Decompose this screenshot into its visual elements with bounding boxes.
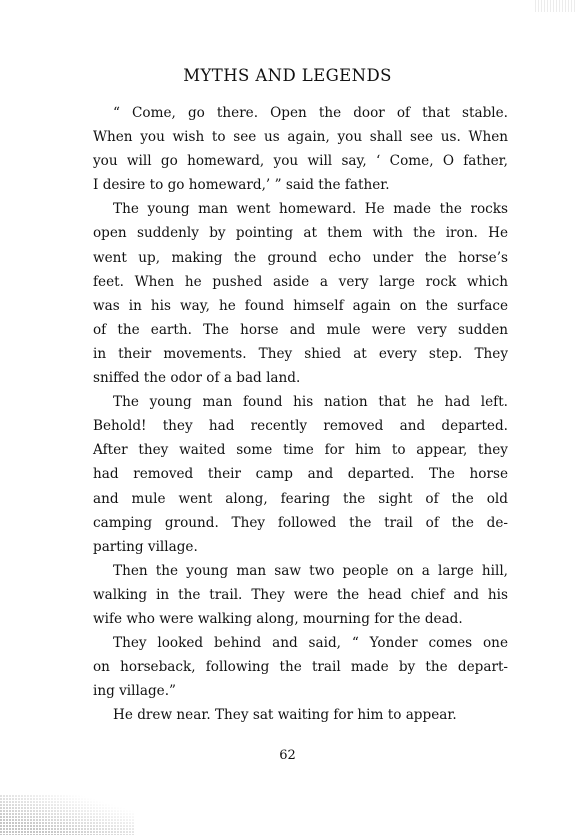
page-number: 62 [279, 748, 296, 763]
text-line: sniffed the odor of a bad land. [93, 370, 301, 387]
text-line: was in his way, he found himself again on the surface [93, 297, 508, 314]
text-line: open suddenly by pointing at them with the iron. He [93, 225, 508, 242]
text-line: had removed their camp and departed. The horse [93, 466, 508, 483]
text-line: wife who were walking along, mourning for the dead. [93, 610, 463, 627]
paragraph-2 [93, 197, 508, 390]
text-line: camping ground. They followed the trail of the de- [93, 514, 508, 531]
text-line: The young man found his nation that he had left. [113, 394, 508, 411]
text-line: and mule went along, fearing the sight of the old [93, 490, 508, 507]
text-line: When you wish to see us again, you shall see us. When [93, 129, 508, 146]
body-text [93, 101, 508, 727]
scan-artifact-corner [0, 795, 135, 835]
text-line: I desire to go homeward,’ ” said the father. [93, 177, 390, 194]
text-line: feet. When he pushed aside a very large rock which [93, 273, 508, 290]
text-line: The young man went homeward. He made the rocks [113, 201, 508, 218]
text-line: He drew near. They sat waiting for him to appear. [113, 707, 457, 724]
text-line: on horseback, following the trail made by the depart- [93, 659, 508, 676]
text-line: Then the young man saw two people on a large hill, [113, 562, 508, 579]
paragraph-5 [93, 631, 508, 703]
scan-artifact-top [535, 0, 575, 12]
paragraph-3 [93, 390, 508, 559]
text-line: Behold! they had recently removed and departed. [93, 418, 508, 435]
text-line: walking in the trail. They were the head chief and his [93, 586, 508, 603]
paragraph-1 [93, 101, 508, 197]
text-line: ing village.” [93, 683, 176, 700]
paragraph-4 [93, 559, 508, 631]
text-line: you will go homeward, you will say, ‘ Come, O father, [93, 153, 508, 170]
text-line: of the earth. The horse and mule were very sudden [93, 321, 508, 338]
text-line: in their movements. They shied at every step. They [93, 345, 508, 362]
text-line: They looked behind and said, “ Yonder comes one [113, 635, 508, 652]
text-line: parting village. [93, 538, 198, 555]
text-line: After they waited some time for him to appear, they [93, 442, 508, 459]
running-title: MYTHS AND LEGENDS [183, 66, 392, 85]
paragraph-6 [93, 703, 508, 727]
text-line: went up, making the ground echo under the horse’s [93, 249, 508, 266]
text-line: “ Come, go there. Open the door of that stable. [113, 105, 508, 121]
